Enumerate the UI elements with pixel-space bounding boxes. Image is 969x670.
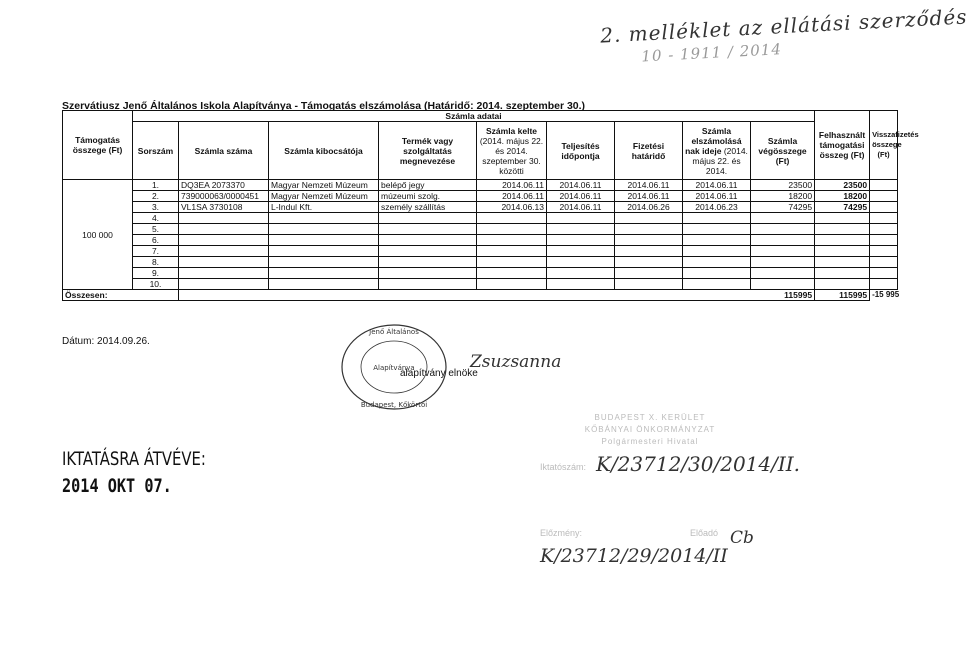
receipt-label: IKTATÁSRA ÁTVÉVE: <box>62 448 206 470</box>
filing-label-1: Iktatószám: <box>540 462 587 472</box>
row-settlement <box>683 213 751 224</box>
foundation-stamp <box>338 322 458 412</box>
row-invoice-number <box>179 257 269 268</box>
header-used-support: Felhasznált támogatási összeg (Ft) <box>815 111 870 180</box>
document-title: Szervátiusz Jenő Általános Iskola Alapítványa - Támogatás elszámolása (Határidő: 2014. szeptember 30.) <box>62 100 586 112</box>
receipt-date: 2014 OKT 07. <box>62 475 172 497</box>
row-serial: 2. <box>133 191 179 202</box>
filing-number-2: K/23712/29/2014/II <box>540 545 728 567</box>
row-serial: 1. <box>133 180 179 191</box>
row-settlement <box>683 279 751 290</box>
header-payment-deadline: Fizetési határidő <box>615 122 683 180</box>
row-total: 23500 <box>751 180 815 191</box>
header-invoice-total: Számla végösszege (Ft) <box>751 122 815 180</box>
totals-invoice-total: 115995 <box>179 290 815 301</box>
header-settlement-deadline: Számla elszámolásá nak ideje (2014. május 22. és 2014. <box>683 122 751 180</box>
totals-label: Összesen: <box>63 290 179 301</box>
row-used <box>815 224 870 235</box>
table-row <box>63 224 898 235</box>
row-serial: 7. <box>133 246 179 257</box>
row-serial: 6. <box>133 235 179 246</box>
row-serial: 3. <box>133 202 179 213</box>
row-serial: 5. <box>133 224 179 235</box>
header-issuer: Számla kibocsátója <box>269 122 379 180</box>
filing-number-1: K/23712/30/2014/II. <box>596 452 801 476</box>
row-payment-deadline <box>615 224 683 235</box>
row-issuer <box>269 235 379 246</box>
row-invoice-number <box>179 224 269 235</box>
row-product: személy szállítás <box>379 202 477 213</box>
row-refund <box>870 257 898 268</box>
row-issuer <box>269 257 379 268</box>
row-settlement <box>683 246 751 257</box>
row-invoice-number <box>179 246 269 257</box>
table-row <box>63 202 898 213</box>
row-total <box>751 257 815 268</box>
row-serial: 9. <box>133 268 179 279</box>
row-invoice-number <box>179 235 269 246</box>
row-issuer <box>269 224 379 235</box>
office-stamp <box>535 412 765 452</box>
row-payment-deadline <box>615 279 683 290</box>
row-settlement <box>683 224 751 235</box>
row-total <box>751 279 815 290</box>
header-fulfillment: Teljesítés időpontja <box>547 122 615 180</box>
row-invoice-number: 739000063/0000451 <box>179 191 269 202</box>
row-fulfillment <box>547 257 615 268</box>
row-issuer <box>269 279 379 290</box>
row-used <box>815 268 870 279</box>
row-issuer: L-Indul Kft. <box>269 202 379 213</box>
signature: Zsuzsanna <box>470 352 562 372</box>
row-used <box>815 246 870 257</box>
row-invoice-number <box>179 268 269 279</box>
row-settlement <box>683 268 751 279</box>
row-serial: 4. <box>133 213 179 224</box>
row-refund <box>870 202 898 213</box>
row-used <box>815 257 870 268</box>
row-product <box>379 235 477 246</box>
filing-label-3: Előadó <box>690 528 719 538</box>
row-invoice-number <box>179 213 269 224</box>
row-payment-deadline: 2014.06.11 <box>615 191 683 202</box>
row-payment-deadline: 2014.06.11 <box>615 180 683 191</box>
row-issue-date <box>477 268 547 279</box>
row-invoice-number: DQ3EA 2073370 <box>179 180 269 191</box>
row-refund <box>870 268 898 279</box>
row-refund <box>870 224 898 235</box>
row-used: 74295 <box>815 202 870 213</box>
row-total: 74295 <box>751 202 815 213</box>
row-settlement: 2014.06.11 <box>683 180 751 191</box>
row-settlement: 2014.06.23 <box>683 202 751 213</box>
header-serial: Sorszám <box>133 122 179 180</box>
row-fulfillment: 2014.06.11 <box>547 180 615 191</box>
row-issue-date: 2014.06.13 <box>477 202 547 213</box>
row-issuer: Magyar Nemzeti Múzeum <box>269 180 379 191</box>
row-refund <box>870 180 898 191</box>
row-product: belépő jegy <box>379 180 477 191</box>
office-stamp-line1: BUDAPEST X. KERÜLET <box>594 413 706 422</box>
support-amount-value: 100 000 <box>63 180 133 290</box>
row-refund <box>870 191 898 202</box>
row-issuer <box>269 213 379 224</box>
row-used <box>815 213 870 224</box>
svg-text:Jenő Általános: Jenő Általános <box>369 328 419 336</box>
row-issue-date: 2014.06.11 <box>477 191 547 202</box>
row-product <box>379 213 477 224</box>
table-row <box>63 180 898 191</box>
row-issue-date <box>477 246 547 257</box>
header-product: Termék vagy szolgáltatás megnevezése <box>379 122 477 180</box>
table-row <box>63 191 898 202</box>
row-issue-date <box>477 213 547 224</box>
initials: Cb <box>730 528 754 548</box>
row-issuer: Magyar Nemzeti Múzeum <box>269 191 379 202</box>
row-serial: 8. <box>133 257 179 268</box>
row-fulfillment <box>547 246 615 257</box>
row-fulfillment: 2014.06.11 <box>547 202 615 213</box>
header-invoice-group: Számla adatai <box>133 111 815 122</box>
row-payment-deadline <box>615 235 683 246</box>
row-refund <box>870 235 898 246</box>
filing-label-2: Előzmény: <box>540 528 583 538</box>
row-settlement: 2014.06.11 <box>683 191 751 202</box>
table-row <box>63 268 898 279</box>
totals-row <box>63 290 898 301</box>
header-issue-date: Számla kelte (2014. május 22. és 2014. szeptember 30. közötti <box>477 122 547 180</box>
row-payment-deadline: 2014.06.26 <box>615 202 683 213</box>
row-fulfillment <box>547 224 615 235</box>
row-product <box>379 268 477 279</box>
row-payment-deadline <box>615 246 683 257</box>
office-stamp-line2: KŐBÁNYAI ÖNKORMÁNYZAT <box>584 425 716 434</box>
row-settlement <box>683 235 751 246</box>
row-issue-date <box>477 224 547 235</box>
row-used <box>815 279 870 290</box>
row-product <box>379 246 477 257</box>
table-row <box>63 235 898 246</box>
row-issue-date <box>477 235 547 246</box>
date-line: Dátum: 2014.09.26. <box>62 336 150 347</box>
row-issue-date <box>477 257 547 268</box>
totals-refund: -15 995 <box>872 290 900 300</box>
office-stamp-line3: Polgármesteri Hivatal <box>601 437 699 446</box>
row-product <box>379 279 477 290</box>
signature-caption: alapítvány elnöke <box>400 368 478 379</box>
row-fulfillment <box>547 268 615 279</box>
row-product <box>379 224 477 235</box>
row-total: 18200 <box>751 191 815 202</box>
header-invoice-number: Számla száma <box>179 122 269 180</box>
row-total <box>751 268 815 279</box>
row-settlement <box>683 257 751 268</box>
row-serial: 10. <box>133 279 179 290</box>
row-fulfillment: 2014.06.11 <box>547 191 615 202</box>
row-invoice-number <box>179 279 269 290</box>
row-refund <box>870 246 898 257</box>
handwritten-note-line2: 10 - 1911 / 2014 <box>640 40 783 66</box>
row-payment-deadline <box>615 268 683 279</box>
row-issue-date: 2014.06.11 <box>477 180 547 191</box>
handwritten-note <box>599 4 969 66</box>
row-total <box>751 213 815 224</box>
settlement-table <box>62 110 919 301</box>
row-payment-deadline <box>615 213 683 224</box>
row-issuer <box>269 268 379 279</box>
header-refund: Visszafizetés összege (Ft) <box>870 111 898 180</box>
row-refund <box>870 213 898 224</box>
table-row <box>63 257 898 268</box>
row-used <box>815 235 870 246</box>
table-row <box>63 213 898 224</box>
row-total <box>751 246 815 257</box>
row-refund <box>870 279 898 290</box>
table-row <box>63 279 898 290</box>
row-total <box>751 224 815 235</box>
totals-used-support: 115995 <box>815 290 870 301</box>
row-fulfillment <box>547 235 615 246</box>
row-total <box>751 235 815 246</box>
row-issuer <box>269 246 379 257</box>
row-product <box>379 257 477 268</box>
handwritten-note-line1: 2. melléklet az ellátási szerződés <box>599 4 969 48</box>
row-used: 18200 <box>815 191 870 202</box>
row-product: múzeumi szolg. <box>379 191 477 202</box>
row-used: 23500 <box>815 180 870 191</box>
row-invoice-number: VL1SA 3730108 <box>179 202 269 213</box>
row-fulfillment <box>547 279 615 290</box>
svg-text:Alapítványa: Alapítványa <box>373 364 415 372</box>
row-payment-deadline <box>615 257 683 268</box>
row-issue-date <box>477 279 547 290</box>
row-fulfillment <box>547 213 615 224</box>
header-support-amount: Támogatás összege (Ft) <box>63 111 133 180</box>
svg-text:Budapest, Kőkörtöi: Budapest, Kőkörtöi <box>360 401 428 409</box>
table-row <box>63 246 898 257</box>
